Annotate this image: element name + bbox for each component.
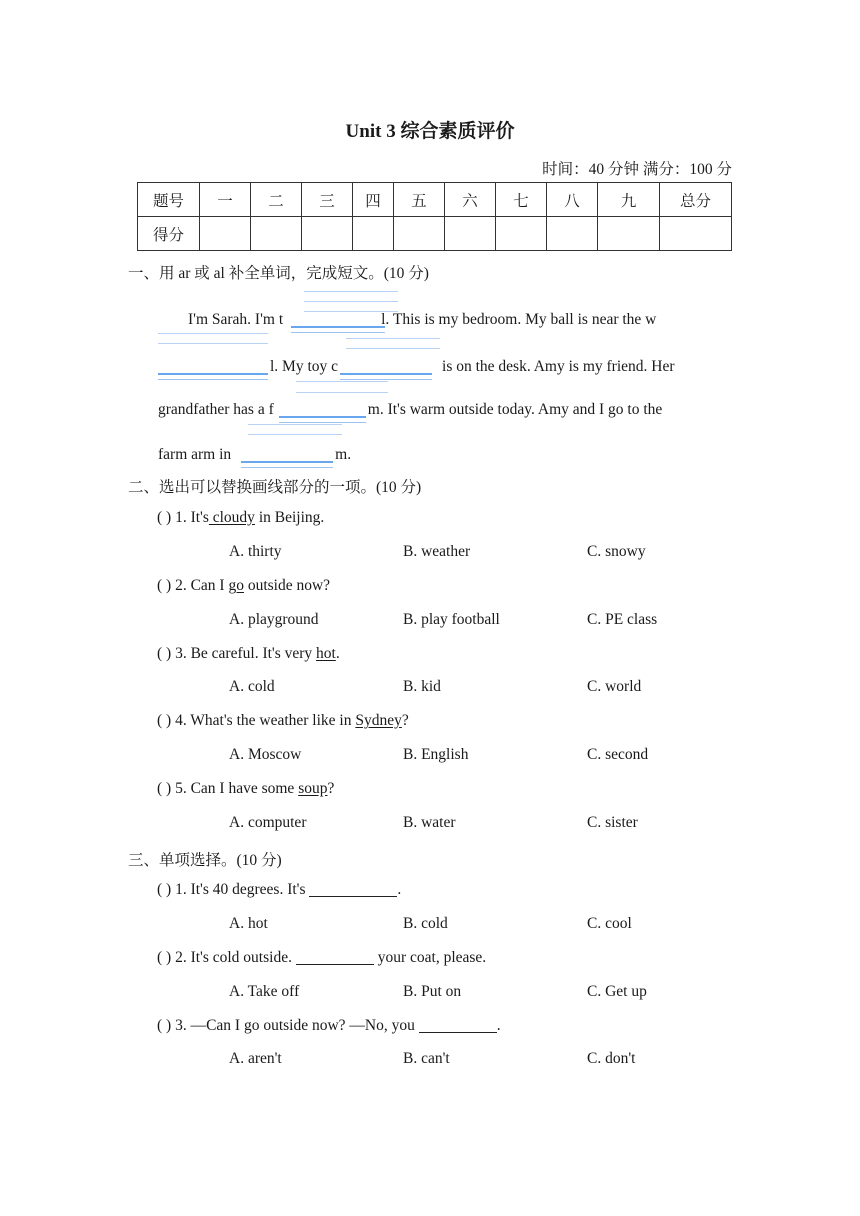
option-c[interactable]: C. don't — [587, 1050, 636, 1067]
option-c[interactable]: C. Get up — [587, 983, 647, 1000]
underlined-word: go — [228, 577, 244, 594]
question-row — [157, 645, 340, 663]
option-b[interactable]: B. kid — [403, 678, 441, 695]
question-row — [157, 949, 486, 967]
option-c[interactable]: C. second — [587, 746, 649, 763]
score-table-cell: 四 — [353, 183, 394, 217]
option-a[interactable]: A. thirty — [229, 543, 282, 560]
question-text: 4. What's the weather like in — [175, 712, 356, 729]
score-table-cell: 总分 — [660, 183, 732, 217]
question-row — [157, 712, 409, 730]
question-text: in Beijing. — [254, 509, 325, 526]
answer-parentheses[interactable]: ( ) — [157, 577, 172, 594]
score-cell-blank[interactable] — [445, 217, 496, 251]
score-table-score-row — [138, 217, 732, 251]
section-3-heading: 三、单项选择。(10 分) — [128, 852, 282, 869]
option-b[interactable]: B. Put on — [403, 983, 462, 1000]
passage-text: grandfather has a f — [158, 401, 274, 418]
option-b[interactable]: B. play football — [403, 611, 500, 628]
score-table — [137, 182, 732, 251]
question-row — [157, 577, 330, 595]
score-cell-blank[interactable] — [353, 217, 394, 251]
option-a[interactable]: A. cold — [229, 678, 275, 695]
answer-parentheses[interactable]: ( ) — [157, 780, 172, 797]
question-text: outside now? — [243, 577, 331, 594]
word-blank[interactable] — [231, 445, 335, 459]
question-text: ? — [401, 712, 409, 729]
score-cell-blank[interactable] — [302, 217, 353, 251]
passage-text: m. — [335, 446, 352, 463]
score-table-cell: 二 — [251, 183, 302, 217]
underlined-word: hot — [316, 645, 336, 662]
question-text: 1. It's — [175, 509, 209, 526]
question-text: 3. —Can I go outside now? —No, you — [175, 1017, 415, 1034]
question-text: . — [335, 645, 340, 662]
option-b[interactable]: B. English — [403, 746, 469, 763]
question-text: . — [397, 881, 402, 898]
question-row — [157, 881, 401, 899]
score-cell-blank[interactable] — [394, 217, 445, 251]
section-1-heading: 一、用 ar 或 al 补全单词，完成短文。(10 分) — [128, 265, 429, 282]
underlined-word: Sydney — [355, 712, 402, 729]
score-table-cell: 三 — [302, 183, 353, 217]
option-a[interactable]: A. Take off — [229, 983, 300, 1000]
option-a[interactable]: A. Moscow — [229, 746, 302, 763]
page-title: Unit 3 综合素质评价 — [345, 121, 515, 142]
answer-parentheses[interactable]: ( ) — [157, 881, 172, 898]
score-table-header-row — [138, 183, 732, 217]
question-row — [157, 509, 324, 527]
question-text: ? — [327, 780, 335, 797]
question-text: 2. Can I — [175, 577, 229, 594]
word-blank[interactable] — [274, 400, 368, 414]
word-blank[interactable] — [283, 310, 381, 324]
passage-text: I'm Sarah. I'm t — [188, 311, 284, 328]
exam-meta: 时间：40 分钟 满分：100 分 — [542, 161, 732, 178]
score-cell-blank[interactable] — [200, 217, 251, 251]
option-c[interactable]: C. snowy — [587, 543, 646, 560]
question-row — [157, 780, 334, 798]
passage-text: l. This is my bedroom. My ball is near the w — [381, 311, 657, 328]
score-table-cell: 九 — [598, 183, 660, 217]
option-c[interactable]: C. PE class — [587, 611, 658, 628]
underlined-word: soup — [298, 780, 328, 797]
option-a[interactable]: A. aren't — [229, 1050, 282, 1067]
score-table-cell: 六 — [445, 183, 496, 217]
passage-text: farm arm in — [158, 446, 232, 463]
score-table-cell: 七 — [496, 183, 547, 217]
score-table-cell: 五 — [394, 183, 445, 217]
option-a[interactable]: A. computer — [229, 814, 307, 831]
option-a[interactable]: A. hot — [229, 915, 268, 932]
word-blank[interactable] — [338, 357, 442, 371]
option-c[interactable]: C. sister — [587, 814, 638, 831]
question-text: 5. Can I have some — [175, 780, 299, 797]
word-blank[interactable] — [158, 357, 270, 371]
option-b[interactable]: B. cold — [403, 915, 448, 932]
answer-blank[interactable] — [309, 882, 397, 897]
question-text: . — [496, 1017, 501, 1034]
option-a[interactable]: A. playground — [229, 611, 319, 628]
question-text: 1. It's 40 degrees. It's — [175, 881, 306, 898]
answer-parentheses[interactable]: ( ) — [157, 949, 172, 966]
passage-line-3 — [158, 400, 662, 419]
question-text: your coat, please. — [377, 949, 487, 966]
score-cell-blank[interactable] — [660, 217, 732, 251]
passage-text: is on the desk. Amy is my friend. Her — [442, 358, 675, 375]
question-text: 3. Be careful. It's very — [175, 645, 317, 662]
score-cell-blank[interactable] — [496, 217, 547, 251]
score-table-cell: 得分 — [138, 217, 200, 251]
score-cell-blank[interactable] — [251, 217, 302, 251]
answer-parentheses[interactable]: ( ) — [157, 1017, 172, 1034]
passage-line-2 — [158, 357, 675, 376]
answer-parentheses[interactable]: ( ) — [157, 645, 172, 662]
question-row — [157, 1017, 501, 1035]
passage-text: l. My toy c — [270, 358, 339, 375]
answer-blank[interactable] — [419, 1018, 497, 1033]
score-table-cell: 一 — [200, 183, 251, 217]
option-b[interactable]: B. weather — [403, 543, 471, 560]
underlined-word: cloudy — [208, 509, 255, 526]
passage-line-4 — [158, 445, 351, 464]
option-c[interactable]: C. cool — [587, 915, 632, 932]
option-b[interactable]: B. water — [403, 814, 456, 831]
score-cell-blank[interactable] — [598, 217, 660, 251]
score-table-cell: 题号 — [138, 183, 200, 217]
passage-text: m. It's warm outside today. Amy and I go to the — [367, 401, 663, 418]
score-cell-blank[interactable] — [547, 217, 598, 251]
answer-blank[interactable] — [296, 950, 374, 965]
answer-parentheses[interactable]: ( ) — [157, 509, 172, 526]
question-text: 2. It's cold outside. — [175, 949, 292, 966]
section-2-heading: 二、选出可以替换画线部分的一项。(10 分) — [128, 479, 422, 496]
option-b[interactable]: B. can't — [403, 1050, 450, 1067]
answer-parentheses[interactable]: ( ) — [157, 712, 172, 729]
score-table-cell: 八 — [547, 183, 598, 217]
passage-line-1 — [188, 310, 656, 329]
option-c[interactable]: C. world — [587, 678, 642, 695]
